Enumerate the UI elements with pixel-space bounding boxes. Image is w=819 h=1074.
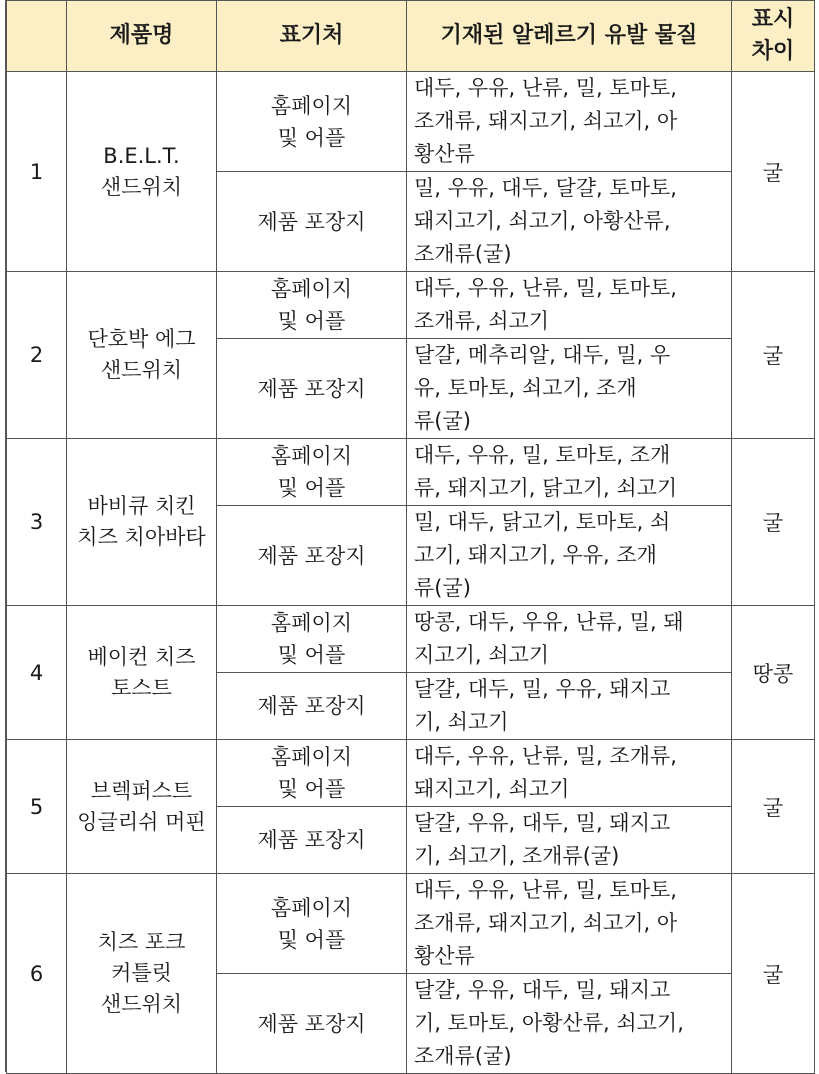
header-allergens: 기재된 알레르기 유발 물질	[407, 1, 732, 72]
product-number: 5	[7, 740, 67, 874]
product-name-line: 치즈 포크	[97, 930, 186, 954]
source-package: 제품 포장지	[217, 506, 407, 606]
table-row	[7, 72, 815, 172]
homepage-allergens	[407, 439, 732, 506]
table-row	[7, 606, 815, 673]
homepage-allergens	[407, 606, 732, 673]
source-homepage-line: 및 어플	[277, 777, 346, 801]
allergen-line: 기, 쇠고기	[414, 710, 509, 734]
product-name-line: 커틀릿	[111, 961, 172, 985]
product-number: 2	[7, 272, 67, 439]
header-product-name: 제품명	[67, 1, 217, 72]
homepage-allergens	[407, 72, 732, 172]
allergen-line: 대두, 우유, 밀, 토마토, 조개	[414, 443, 671, 467]
package-allergens	[407, 172, 732, 272]
allergen-line: 류, 돼지고기, 닭고기, 쇠고기	[414, 476, 678, 500]
product-name-line: 단호박 에그	[87, 327, 196, 351]
source-homepage	[217, 72, 407, 172]
product-name-line: 브렉퍼스트	[90, 778, 193, 803]
allergen-line: 조개류(굴)	[414, 1044, 512, 1068]
product-name	[67, 72, 217, 272]
allergen-line: 황산류	[414, 944, 475, 968]
label-difference: 굴	[732, 72, 815, 272]
label-difference: 땅콩	[732, 606, 815, 740]
allergen-line: 돼지고기, 쇠고기, 아황산류,	[414, 209, 671, 233]
allergen-line: 대두, 우유, 난류, 밀, 조개류,	[414, 744, 677, 768]
allergen-line: 땅콩, 대두, 우유, 난류, 밀, 돼	[414, 610, 684, 634]
allergen-line: 고기, 돼지고기, 우유, 조개	[414, 543, 657, 567]
allergen-line: 황산류	[414, 142, 475, 166]
allergen-line: 대두, 우유, 난류, 밀, 토마토,	[414, 878, 677, 902]
allergen-line: 기, 토마토, 아황산류, 쇠고기,	[414, 1011, 684, 1035]
product-name-line: 샌드위치	[100, 174, 183, 199]
table-row	[7, 874, 815, 974]
source-homepage-line: 홈페이지	[270, 277, 353, 301]
product-name-line: 토스트	[111, 675, 172, 700]
product-name	[67, 272, 217, 439]
source-homepage-line: 홈페이지	[270, 745, 353, 769]
product-name	[67, 606, 217, 740]
source-homepage-line: 및 어플	[277, 927, 346, 952]
product-name-line: 잉글리쉬 머핀	[77, 809, 206, 834]
source-homepage-line: 홈페이지	[270, 611, 353, 635]
product-name	[67, 874, 217, 1074]
source-homepage	[217, 272, 407, 339]
source-homepage-line: 및 어플	[277, 643, 346, 667]
product-name-line: 치즈 치아바타	[77, 525, 206, 549]
source-package: 제품 포장지	[217, 974, 407, 1074]
allergen-line: 기, 쇠고기, 조개류(굴)	[414, 844, 620, 868]
product-number: 6	[7, 874, 67, 1074]
source-homepage	[217, 874, 407, 974]
product-name-line: 바비큐 치킨	[87, 494, 196, 518]
source-package: 제품 포장지	[217, 673, 407, 740]
allergen-line: 돼지고기, 쇠고기	[414, 777, 570, 801]
header-difference-line: 차이	[751, 39, 795, 64]
homepage-allergens	[407, 874, 732, 974]
table-row	[7, 272, 815, 339]
package-allergens	[407, 807, 732, 874]
package-allergens	[407, 974, 732, 1074]
source-package: 제품 포장지	[217, 172, 407, 272]
allergen-line: 류(굴)	[414, 576, 471, 600]
header-difference	[732, 1, 815, 72]
source-package: 제품 포장지	[217, 807, 407, 874]
allergen-line: 대두, 우유, 난류, 밀, 토마토,	[414, 76, 677, 100]
source-homepage-line: 홈페이지	[270, 895, 353, 920]
homepage-allergens	[407, 272, 732, 339]
product-name	[67, 439, 217, 606]
label-difference: 굴	[732, 439, 815, 606]
header-source: 표기처	[217, 1, 407, 72]
package-allergens	[407, 506, 732, 606]
product-number: 3	[7, 439, 67, 606]
allergen-line: 조개류, 돼지고기, 쇠고기, 아	[414, 109, 678, 133]
header-row	[7, 1, 815, 72]
package-allergens	[407, 339, 732, 439]
product-name-line: B.E.L.T.	[103, 143, 180, 168]
source-homepage-line: 및 어플	[277, 125, 346, 150]
allergen-line: 밀, 대두, 닭고기, 토마토, 쇠	[414, 510, 671, 534]
table-row	[7, 740, 815, 807]
allergen-line: 달걀, 대두, 밀, 우유, 돼지고	[414, 677, 671, 701]
label-difference: 굴	[732, 740, 815, 874]
product-name-line: 샌드위치	[100, 992, 183, 1016]
document-sheet	[5, 0, 815, 1072]
table-row	[7, 439, 815, 506]
source-homepage-line: 홈페이지	[270, 93, 353, 118]
header-difference-line: 표시	[751, 7, 795, 32]
allergen-line: 밀, 우유, 대두, 달걀, 토마토,	[414, 176, 677, 200]
source-homepage-line: 홈페이지	[270, 444, 353, 468]
allergen-line: 유, 토마토, 쇠고기, 조개	[414, 376, 637, 400]
label-difference: 굴	[732, 272, 815, 439]
table-body	[7, 72, 815, 1074]
allergen-line: 달걀, 메추리알, 대두, 밀, 우	[414, 343, 671, 367]
source-homepage	[217, 439, 407, 506]
product-number: 1	[7, 72, 67, 272]
allergen-line: 조개류, 쇠고기	[414, 309, 550, 333]
label-difference: 굴	[732, 874, 815, 1074]
allergen-line: 대두, 우유, 난류, 밀, 토마토,	[414, 276, 677, 300]
product-name-line: 베이컨 치즈	[87, 644, 196, 669]
allergen-line: 지고기, 쇠고기	[414, 643, 550, 667]
product-name	[67, 740, 217, 874]
product-name-line: 샌드위치	[100, 358, 183, 382]
allergen-line: 조개류, 돼지고기, 쇠고기, 아	[414, 911, 678, 935]
allergen-comparison-table	[6, 0, 815, 1074]
allergen-line: 조개류(굴)	[414, 242, 512, 266]
product-number: 4	[7, 606, 67, 740]
allergen-line: 류(굴)	[414, 409, 471, 433]
allergen-line: 달걀, 우유, 대두, 밀, 돼지고	[414, 978, 671, 1002]
source-package: 제품 포장지	[217, 339, 407, 439]
homepage-allergens	[407, 740, 732, 807]
header-number	[7, 1, 67, 72]
source-homepage-line: 및 어플	[277, 309, 346, 333]
source-homepage	[217, 740, 407, 807]
source-homepage-line: 및 어플	[277, 476, 346, 500]
package-allergens	[407, 673, 732, 740]
source-homepage	[217, 606, 407, 673]
allergen-line: 달걀, 우유, 대두, 밀, 돼지고	[414, 811, 671, 835]
